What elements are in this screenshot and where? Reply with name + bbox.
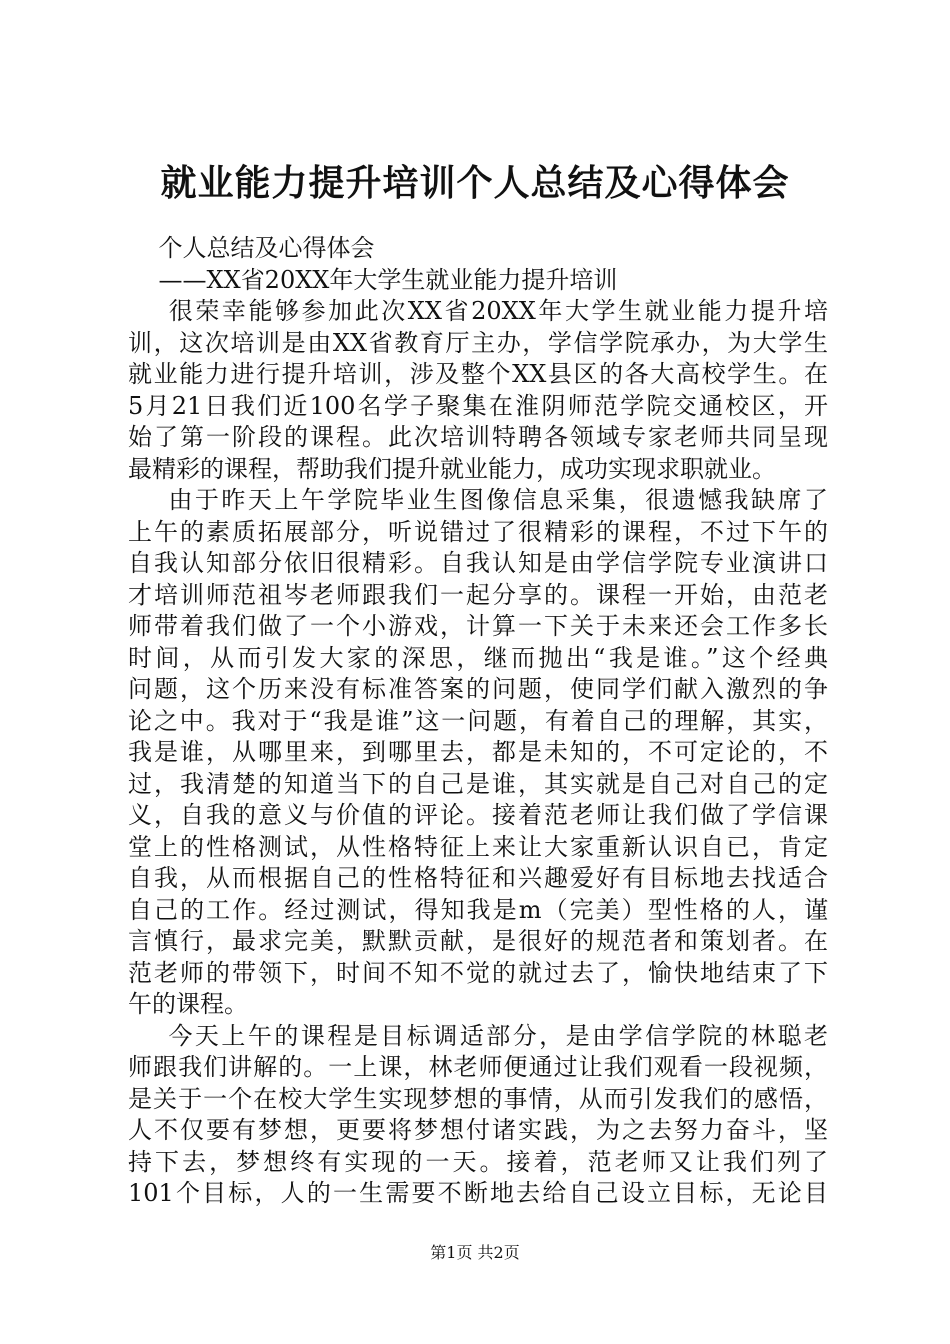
text-line: 由于昨天上午学院毕业生图像信息采集，很遗憾我缺席了 <box>128 486 828 514</box>
text-line: 就业能力进行提升培训，涉及整个XX县区的各大高校学生。在 <box>128 360 828 388</box>
text-line: ——XX省20XX年大学生就业能力提升培训 <box>128 265 618 294</box>
text-line: 个人总结及心得体会 <box>128 234 375 262</box>
text-line: 我是谁，从哪里来，到哪里去，都是未知的，不可定论的，不 <box>128 738 828 766</box>
page-footer: 第1页 共2页 <box>430 1243 520 1262</box>
text-line: 上午的素质拓展部分，听说错过了很精彩的课程，不过下午的 <box>128 517 828 546</box>
text-line: 训，这次培训是由XX省教育厅主办，学信学院承办，为大学生 <box>128 328 828 357</box>
text-line: 师跟我们讲解的。一上课，林老师便通过让我们观看一段视频， <box>128 1053 828 1081</box>
text-line: 论之中。我对于“我是谁”这一问题，有着自己的理解，其实， <box>128 706 828 735</box>
text-line: 5月21日我们近100名学子聚集在淮阴师范学院交通校区，开 <box>128 391 828 420</box>
text-line: 最精彩的课程，帮助我们提升就业能力，成功实现求职就业。 <box>128 454 776 483</box>
text-line: 时间，从而引发大家的深思，继而抛出“我是谁。”这个经典 <box>128 643 828 672</box>
text-line: 持下去，梦想终有实现的一天。接着，范老师又让我们列了 <box>128 1147 828 1176</box>
text-line: 午的课程。 <box>128 990 248 1018</box>
text-line: 始了第一阶段的课程。此次培训特聘各领域专家老师共同呈现 <box>128 423 828 451</box>
text-line: 自我，从而根据自己的性格特征和兴趣爱好有目标地去找适合 <box>128 864 828 892</box>
text-line: 是关于一个在校大学生实现梦想的事情，从而引发我们的感悟， <box>128 1084 828 1113</box>
text-line: 很荣幸能够参加此次XX省20XX年大学生就业能力提升培 <box>128 297 828 325</box>
text-line: 堂上的性格测试，从性格特征上来让大家重新认识自已，肯定 <box>128 832 828 861</box>
text-line: 101个目标，人的一生需要不断地去给自己设立目标，无论目 <box>128 1179 828 1207</box>
text-line: 今天上午的课程是目标调适部分，是由学信学院的林聪老 <box>128 1021 828 1050</box>
document-body <box>128 233 828 1210</box>
text-line: 自己的工作。经过测试，得知我是m（完美）型性格的人，谨 <box>128 895 828 924</box>
text-line: 言慎行，最求完美，默默贡献，是很好的规范者和策划者。在 <box>128 927 828 955</box>
text-line: 师带着我们做了一个小游戏，计算一下关于未来还会工作多长 <box>128 612 828 640</box>
text-line: 过，我清楚的知道当下的自己是谁，其实就是自己对自己的定 <box>128 769 828 798</box>
text-line: 范老师的带领下，时间不知不觉的就过去了，愉快地结束了下 <box>128 958 828 987</box>
text-line: 才培训师范祖岑老师跟我们一起分享的。课程一开始，由范老 <box>128 580 828 609</box>
document-title: 就业能力提升培训个人总结及心得体会 <box>160 162 790 204</box>
text-line: 义，自我的意义与价值的评论。接着范老师让我们做了学信课 <box>128 801 828 829</box>
text-line: 自我认知部分依旧很精彩。自我认知是由学信学院专业演讲口 <box>128 549 828 577</box>
text-line: 问题，这个历来没有标准答案的问题，使同学们献入激烈的争 <box>128 675 828 703</box>
text-line: 人不仅要有梦想，更要将梦想付诸实践，为之去努力奋斗，坚 <box>128 1116 828 1144</box>
